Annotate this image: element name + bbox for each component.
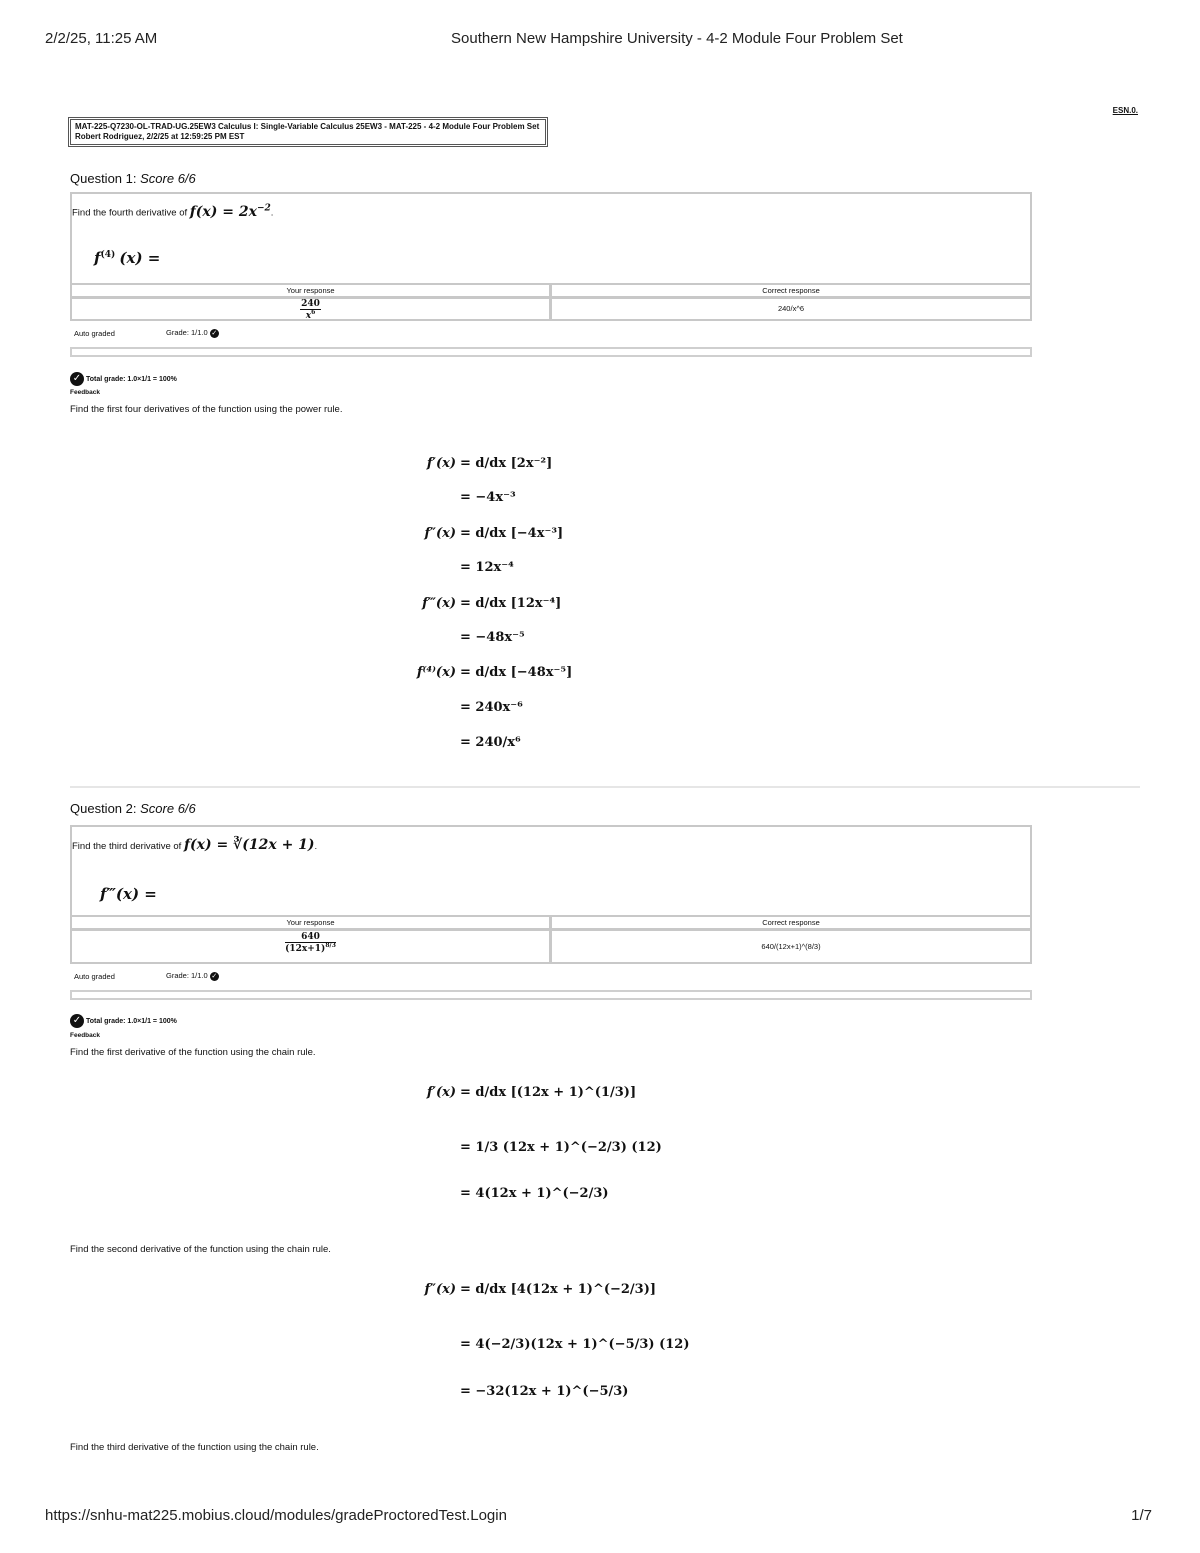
- question-2-answer-label: f‴(x) =: [100, 885, 157, 903]
- q2-total-grade-row: [70, 1014, 177, 1028]
- question-1-box: [70, 192, 1032, 285]
- question-2-label: Question 2:: [70, 801, 137, 816]
- q1-step-lhs: f‴(x): [422, 596, 456, 611]
- q1-step-rhs: = d/dx [−48x⁻⁵]: [460, 665, 573, 680]
- q1-step-rhs: = d/dx [12x⁻⁴]: [460, 596, 562, 611]
- q2-correct-response-cell: 640/(12x+1)^(8/3): [550, 929, 1032, 964]
- q2-step-rhs: = d/dx [(12x + 1)^(1/3)]: [460, 1085, 637, 1100]
- q1-auto-graded: Auto graded: [74, 329, 115, 338]
- q2-feedback-intro-first: Find the first derivative of the function using the chain rule.: [70, 1047, 316, 1058]
- q1-step-rhs: = −48x⁻⁵: [460, 630, 525, 645]
- checkmark-icon: ✓: [211, 329, 218, 337]
- question-1-prompt: Find the fourth derivative of: [72, 207, 188, 219]
- question-1-answer-label: $f^{(4)}$ (x) =: [94, 249, 161, 267]
- question-2-header: [70, 801, 196, 816]
- question-1-function: $f(x) = 2x^{-2}$: [189, 203, 271, 220]
- question-2-score: Score 6/6: [140, 801, 196, 816]
- checkmark-icon: ✓: [211, 972, 218, 980]
- q2-total-grade: Total grade: 1.0×1/1 = 100%: [85, 1017, 177, 1025]
- q1-step-rhs: = d/dx [−4x⁻³]: [460, 526, 564, 541]
- q2-your-response-cell: [70, 929, 551, 964]
- question-separator: [70, 786, 1140, 788]
- q2-divider-box: [70, 990, 1032, 1000]
- q1-grade: Grade: 1/1.0: [166, 328, 208, 337]
- q2-step-lhs: f″(x): [424, 1282, 456, 1297]
- q1-total-grade-row: [70, 372, 177, 386]
- q1-step-lhs: f⁽⁴⁾(x): [416, 665, 456, 680]
- question-2-prompt: Find the third derivative of: [72, 841, 182, 852]
- q1-your-response-cell: [70, 297, 551, 321]
- q1-step-rhs: = 240x⁻⁶: [460, 700, 523, 715]
- print-page-number: 1/7: [1131, 1507, 1152, 1524]
- q1-divider-box: [70, 347, 1032, 357]
- q2-grade: Grade: 1/1.0: [166, 971, 208, 980]
- question-1-header: [70, 171, 196, 186]
- q2-your-response-header: Your response: [70, 915, 551, 930]
- q1-correct-response-cell: 240/x^6: [550, 297, 1032, 321]
- q2-step-lhs: f′(x): [426, 1085, 456, 1100]
- q2-step-rhs: = 4(12x + 1)^(−2/3): [460, 1186, 609, 1201]
- print-title: Southern New Hampshire University - 4-2 Module Four Problem Set: [451, 30, 903, 47]
- q2-feedback-intro-third: Find the third derivative of the function using the chain rule.: [70, 1442, 319, 1453]
- checkmark-circle-icon: ✓: [70, 372, 84, 386]
- q1-step-rhs: = 240/x⁶: [460, 735, 521, 750]
- q1-feedback-intro: Find the first four derivatives of the function using the power rule.: [70, 404, 343, 415]
- q1-total-grade: Total grade: 1.0×1/1 = 100%: [85, 375, 177, 383]
- assignment-info-line2: Robert Rodriguez, 2/2/25 at 12:59:25 PM EST: [75, 132, 245, 141]
- question-2-prompt-row: Find the third derivative of f(x) = ∛(12x + 1).: [72, 837, 318, 853]
- q1-grade-row: [166, 328, 219, 338]
- q2-grade-row: [166, 971, 219, 981]
- q2-step-rhs: = 1/3 (12x + 1)^(−2/3) (12): [460, 1140, 662, 1155]
- q2-your-response-fraction: $\frac{640}{(12x+1)^{8/3}}$: [285, 932, 336, 954]
- q2-feedback-label: Feedback: [70, 1032, 100, 1039]
- q2-step-rhs: = −32(12x + 1)^(−5/3): [460, 1384, 629, 1399]
- print-url: https://snhu-mat225.mobius.cloud/modules/gradeProctoredTest.Login: [45, 1507, 507, 1524]
- q1-your-response-fraction: $\frac{240}{x^6}$: [301, 299, 320, 321]
- checkmark-circle-icon: ✓: [70, 1014, 84, 1028]
- q1-step-rhs: = −4x⁻³: [460, 490, 516, 505]
- question-1-label: Question 1:: [70, 171, 137, 186]
- q1-your-response-header: Your response: [70, 283, 551, 298]
- assignment-info-box: [68, 117, 548, 147]
- q1-feedback-label: Feedback: [70, 389, 100, 396]
- q1-step-lhs: f″(x): [424, 526, 456, 541]
- q1-step-lhs: f′(x): [426, 456, 456, 471]
- q2-feedback-intro-second: Find the second derivative of the function using the chain rule.: [70, 1244, 331, 1255]
- esn-link[interactable]: ESN.0.: [1112, 106, 1138, 115]
- question-1-score: Score 6/6: [140, 171, 196, 186]
- q2-step-rhs: = d/dx [4(12x + 1)^(−2/3)]: [460, 1282, 657, 1297]
- assignment-info-line1: MAT-225-Q7230-OL-TRAD-UG.25EW3 Calculus I: Single-Variable Calculus 25EW3 - MAT-225 - 4-2 Module Four Problem Set: [75, 122, 540, 131]
- question-1-prompt-row: Find the fourth derivative of $f(x) = 2x^{-2}$.: [72, 203, 274, 220]
- print-datetime: 2/2/25, 11:25 AM: [45, 30, 158, 47]
- question-2-box: [70, 825, 1032, 917]
- q1-step-rhs: = 12x⁻⁴: [460, 560, 514, 575]
- q2-correct-response-header: Correct response: [550, 915, 1032, 930]
- question-2-function: f(x) = ∛(12x + 1): [183, 837, 315, 853]
- q1-correct-response-header: Correct response: [550, 283, 1032, 298]
- q2-auto-graded: Auto graded: [74, 972, 115, 981]
- q2-step-rhs: = 4(−2/3)(12x + 1)^(−5/3) (12): [460, 1337, 690, 1352]
- q1-step-rhs: = d/dx [2x⁻²]: [460, 456, 553, 471]
